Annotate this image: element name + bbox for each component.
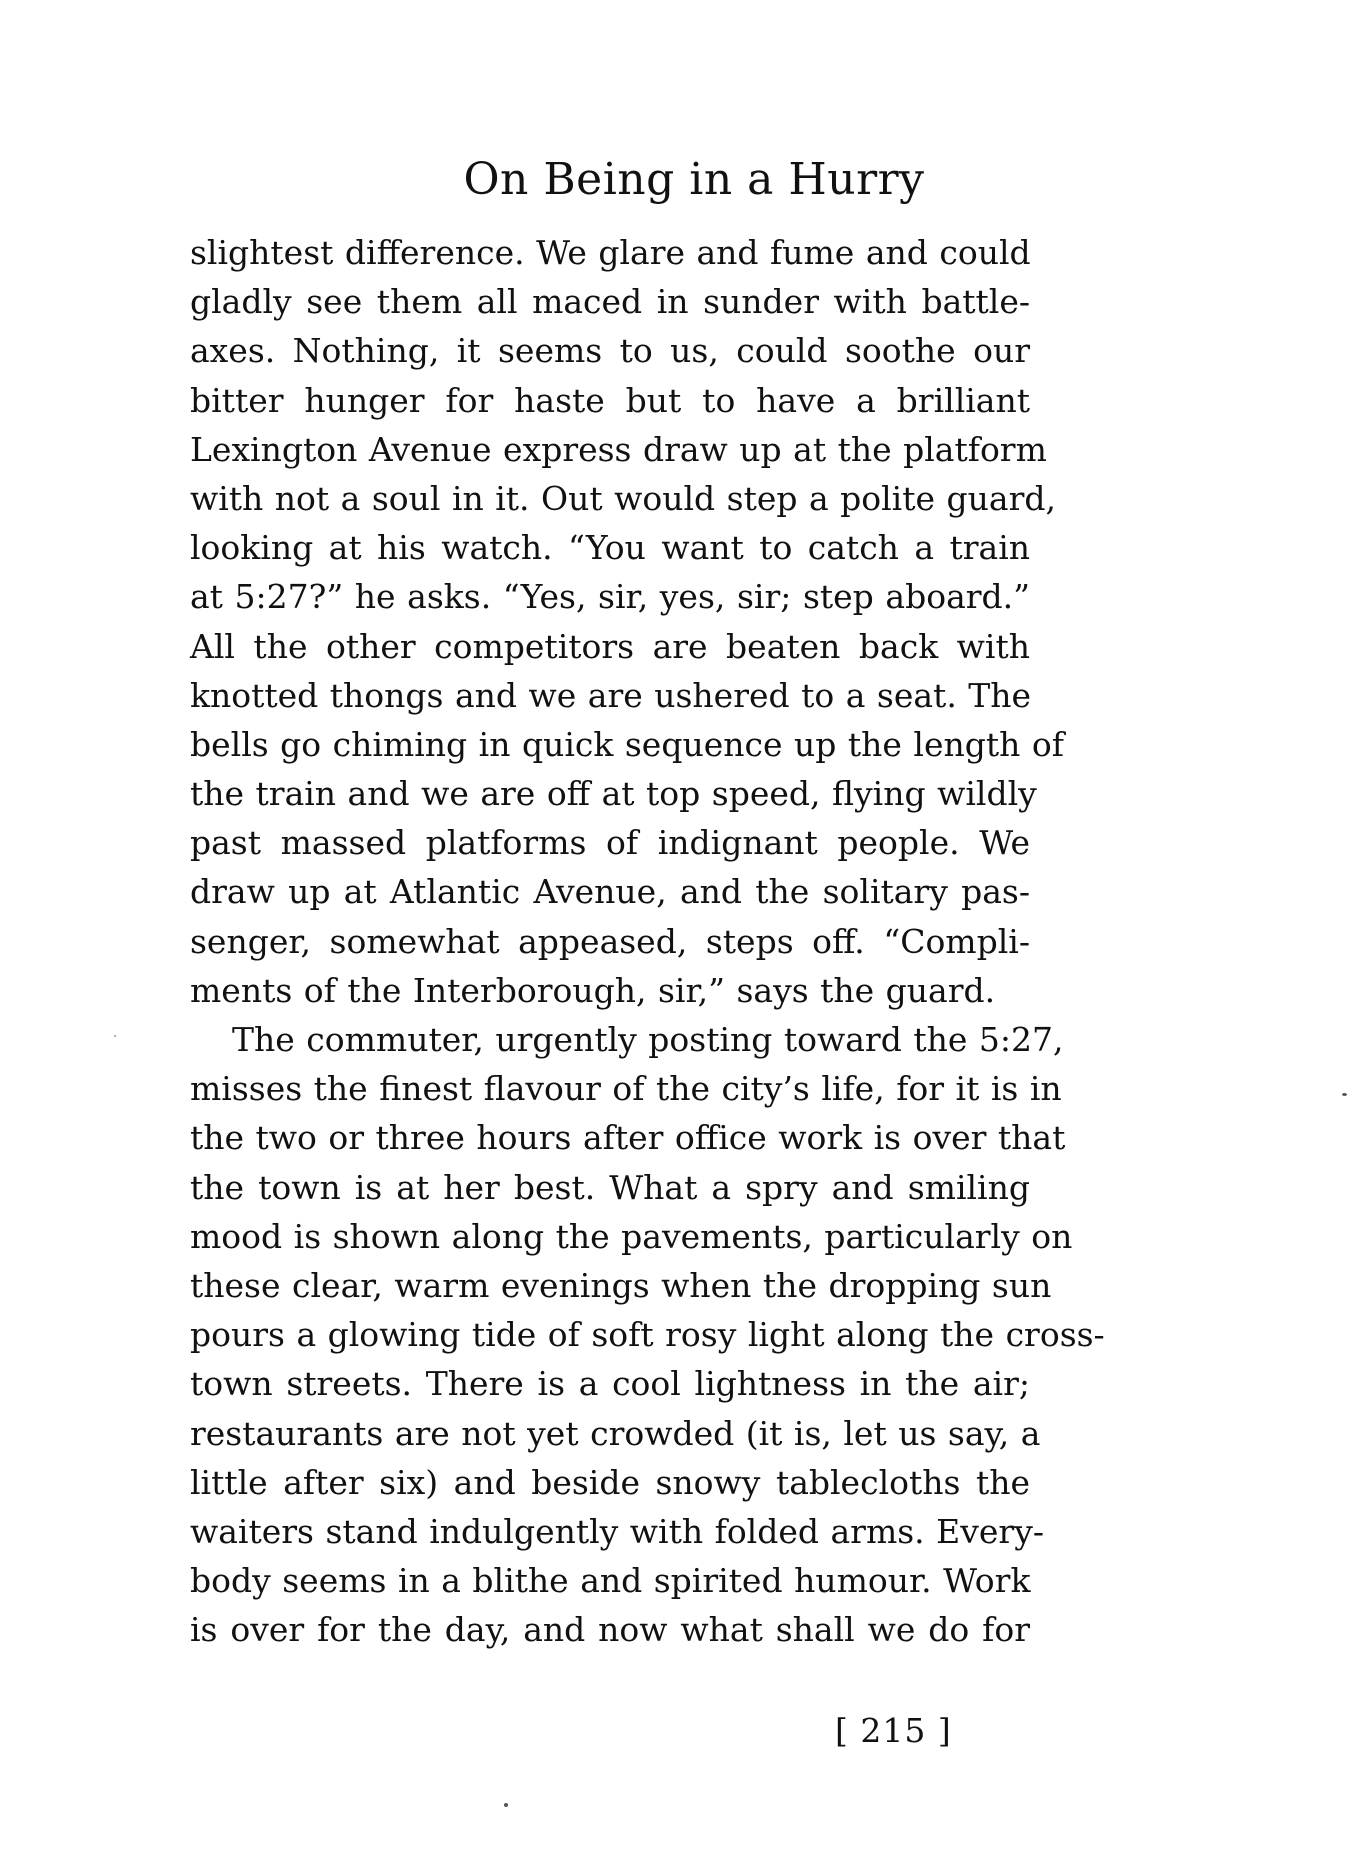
text-line: All the other competitors are beaten back with [190,626,1030,666]
text-line: the town is at her best. What a spry and smiling [190,1167,1030,1207]
text-line: knotted thongs and we are ushered to a seat. The [190,675,1032,715]
text-line: ments of the Interborough, sir,” says the guard. [190,970,996,1010]
text-line: bells go chiming in quick sequence up the length of [190,724,1064,764]
text-line: Lexington Avenue express draw up at the platform [190,429,1047,469]
scan-speck [1342,1093,1347,1096]
text-line: town streets. There is a cool lightness in the air; [190,1364,1030,1404]
text-line: the train and we are off at top speed, flying wildly [190,774,1037,814]
scan-speck [504,1803,508,1807]
text-line: these clear, warm evenings when the dropping sun [190,1265,1052,1305]
text-line: body seems in a blithe and spirited humour. Work [190,1561,1031,1601]
text-line: axes. Nothing, it seems to us, could soothe our [190,331,1030,371]
text-line: slightest difference. We glare and fume and could [190,233,1031,272]
text-line: past massed platforms of indignant people. We [190,823,1030,863]
text-line: mood is shown along the pavements, particularly on [190,1216,1073,1256]
scan-speck [114,1035,116,1037]
running-head-title: On Being in a Hurry [463,154,925,205]
text-line: is over for the day, and now what shall we do for [190,1610,1030,1650]
text-line: draw up at Atlantic Avenue, and the solitary pas- [190,872,1030,912]
text-line: looking at his watch. “You want to catch a train [190,528,1030,568]
text-line: pours a glowing tide of soft rosy light along the cross- [190,1315,1105,1355]
text-line-paragraph-start: The commuter, urgently posting toward the 5:27, [232,1020,1064,1059]
text-line: restaurants are not yet crowded (it is, let us say, a [190,1413,1041,1453]
text-line: with not a soul in it. Out would step a polite guard, [190,478,1056,518]
body-text [190,228,1105,1654]
text-line: little after six) and beside snowy tablecloths the [190,1462,1030,1502]
text-line: senger, somewhat appeased, steps off. “Compli- [190,921,1030,961]
text-line: at 5:27?” he asks. “Yes, sir, yes, sir; step aboard.” [190,577,1030,617]
text-line: waiters stand indulgently with folded arms. Every- [190,1511,1044,1551]
page-number: [ 215 ] [835,1711,952,1750]
text-line: misses the finest flavour of the city’s life, for it is in [190,1069,1062,1109]
text-line: gladly see them all maced in sunder with battle- [190,282,1030,322]
text-line: bitter hunger for haste but to have a brilliant [190,380,1030,420]
text-line: the two or three hours after office work is over that [190,1118,1066,1158]
